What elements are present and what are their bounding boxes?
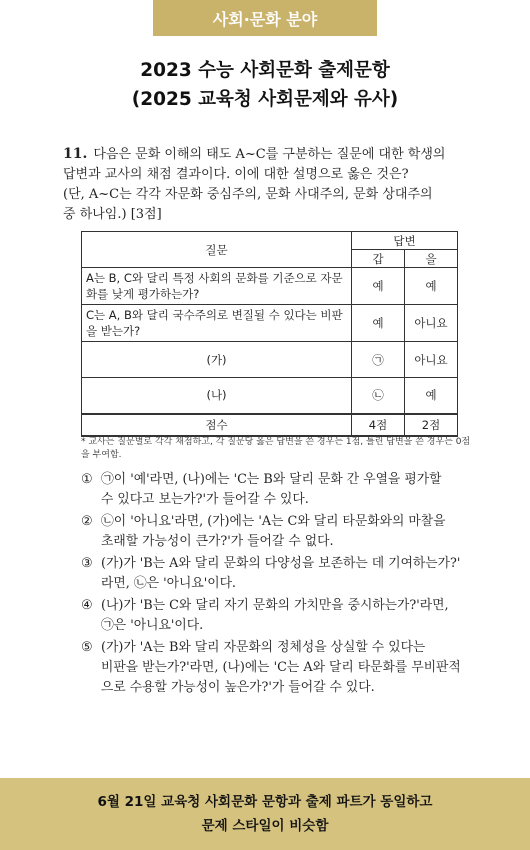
question-stem [63, 144, 463, 225]
question-text: 다음은 문화 이해의 태도 A~C를 구분하는 질문에 대한 학생의 [93, 147, 446, 162]
table-row [82, 268, 458, 305]
choice-text: ㉡이 '아니요'라면, (가)에는 'A는 C와 달리 타문화와의 마찰을 초래할 가능성이 큰가?'가 들어갈 수 없다. [101, 514, 446, 549]
table-header-row [82, 232, 458, 250]
choice-number: ② [81, 514, 93, 529]
answer-choices [81, 470, 481, 700]
row-question: A는 B, C와 달리 특정 사회의 문화를 기준으로 자문화를 낮게 평가하는가? [82, 268, 352, 305]
row-answer-a: ㉡ [352, 378, 405, 414]
row-answer-b: 아니요 [405, 342, 458, 378]
row-answer-b: 아니요 [405, 305, 458, 342]
score-label: 점수 [82, 414, 352, 436]
row-question: (가) [82, 342, 352, 378]
choice-1[interactable] [81, 470, 481, 510]
row-answer-a: 예 [352, 305, 405, 342]
table-row [82, 305, 458, 342]
score-row [82, 414, 458, 436]
row-question: C는 A, B와 달리 국수주의로 변질될 수 있다는 비판을 받는가? [82, 305, 352, 342]
row-question: (나) [82, 378, 352, 414]
choice-text: ㉠이 '예'라면, (나)에는 'C는 B와 달리 문화 간 우열을 평가할 수 있다고 보는가?'가 들어갈 수 있다. [101, 472, 442, 507]
choice-number: ⑤ [81, 640, 93, 655]
grading-footnote: * 교사는 질문별로 각각 채점하고, 각 질문당 옳은 답변을 쓴 경우는 1점, 틀린 답변을 쓴 경우는 0점을 부여함. [81, 437, 471, 460]
table-row [82, 378, 458, 414]
row-answer-b: 예 [405, 378, 458, 414]
question-line [63, 144, 463, 165]
summary-banner: 6월 21일 교육청 사회문화 문항과 출제 파트가 동일하고 문제 스타일이 비슷함 [0, 778, 530, 850]
row-answer-b: 예 [405, 268, 458, 305]
answer-table [81, 231, 458, 437]
question-line: 중 하나임.) [3점] [63, 207, 162, 222]
question-line: (단, A~C는 각각 자문화 중심주의, 문화 사대주의, 문화 상대주의 [63, 187, 433, 202]
choice-number: ③ [81, 556, 93, 571]
choice-5[interactable] [81, 638, 481, 698]
table-row [82, 342, 458, 378]
score-b: 2점 [405, 414, 458, 436]
choice-number: ④ [81, 598, 93, 613]
score-a: 4점 [352, 414, 405, 436]
choice-text: (나)가 'B는 C와 달리 자기 문화의 가치만을 중시하는가?'라면, ㉠은 '아니요'이다. [101, 598, 449, 633]
page-title [0, 56, 530, 114]
header-student-a: 갑 [352, 250, 405, 268]
question-line: 답변과 교사의 채점 결과이다. 이에 대한 설명으로 옳은 것은? [63, 167, 409, 182]
choice-number: ① [81, 472, 93, 487]
header-question: 질문 [82, 232, 352, 268]
choice-3[interactable] [81, 554, 481, 594]
header-student-b: 을 [405, 250, 458, 268]
title-line-1: 2023 수능 사회문화 출제문항 [140, 60, 390, 81]
choice-text: (가)가 'A는 B와 달리 자문화의 정체성을 상실할 수 있다는 비판을 받는가?'라면, (나)에는 'C는 A와 달리 타문화를 무비판적 으로 수용할 가능성이 높은가?'가 들어갈 수 있다. [101, 640, 461, 695]
header-answer: 답변 [352, 232, 458, 250]
question-number: 11. [63, 146, 88, 162]
choice-4[interactable] [81, 596, 481, 636]
choice-text: (가)가 'B는 A와 달리 문화의 다양성을 보존하는 데 기여하는가?' 라면, ㉡은 '아니요'이다. [101, 556, 461, 591]
title-line-2: (2025 교육청 사회문제와 유사) [131, 89, 399, 110]
category-badge: 사회·문화 분야 [153, 0, 377, 36]
row-answer-a: ㉠ [352, 342, 405, 378]
choice-2[interactable] [81, 512, 481, 552]
row-answer-a: 예 [352, 268, 405, 305]
